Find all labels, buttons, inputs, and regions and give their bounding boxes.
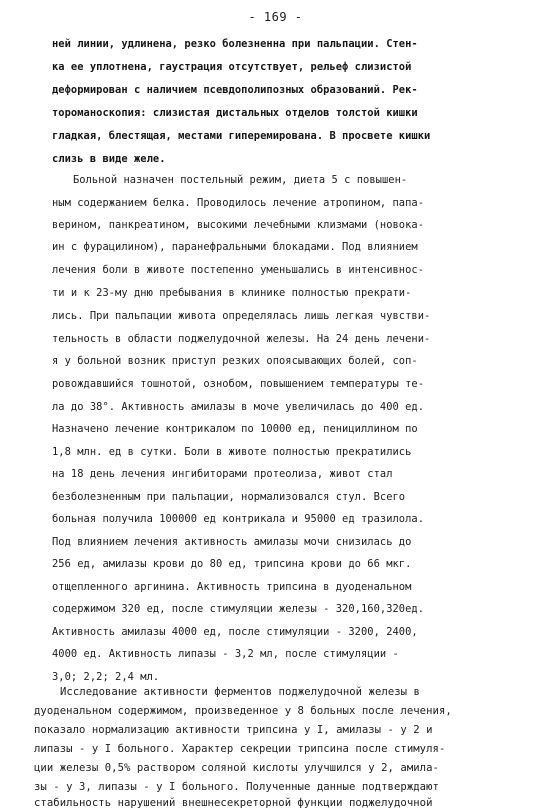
text-line: 256 ед, амилазы крови до 80 ед, трипсина крови до 66 мкг.: [52, 558, 412, 570]
text-line: ным содержанием белка. Проводилось лечение атропином, папа-: [52, 197, 425, 209]
text-line: липазы - у I больного. Характер секреции трипсина после стимуля-: [34, 743, 446, 755]
text-line: отщепленного аргинина. Активность трипсина в дуоденальном: [52, 581, 412, 593]
text-line: дуоденальном содержимом, произведенное у 8 больных после лечения,: [34, 705, 452, 717]
text-line: ции железы 0,5% раствором соляной кислоты улучшился у 2, амила-: [34, 762, 439, 774]
text-line: лечения боли в животе постепенно уменьшались в интенсивнос-: [52, 264, 425, 276]
text-line: стабильность нарушений внешнесекреторной функции поджелудочной: [34, 797, 433, 809]
text-line: деформирован с наличием псевдополипозных образований. Рек-: [52, 84, 418, 96]
text-line: Под влиянием лечения активность амилазы мочи снизилась до: [52, 536, 412, 548]
text-line: тороманоскопия: слизистая дистальных отделов толстой кишки: [52, 107, 418, 119]
text-line: на 18 день лечения ингибиторами протеолиза, живот стал: [52, 468, 393, 480]
text-line: содержимом 320 ед, после стимуляции железы - 320,160,320ед.: [52, 603, 425, 615]
page-number: - 169 -: [248, 10, 303, 24]
text-line: Активность амилазы 4000 ед, после стимуляции - 3200, 2400,: [52, 626, 418, 638]
text-line: 3,0; 2,2; 2,4 мл.: [52, 671, 160, 683]
text-line: больная получила 100000 ед контрикала и 95000 ед тразилола.: [52, 513, 425, 525]
text-line: слизь в виде желе.: [52, 153, 166, 165]
text-line: безболезненным при пальпации, нормализовался стул. Всего: [52, 491, 406, 503]
text-line: ней линии, удлинена, резко болезненна при пальпации. Стен-: [52, 38, 418, 50]
text-line: тельность в области поджелудочной железы. На 24 день лечени-: [52, 333, 431, 345]
text-line: я у больной возник приступ резких опоясывающих болей, соп-: [52, 355, 418, 367]
text-line: показало нормализацию активности трипсина у I, амилазы - у 2 и: [34, 724, 433, 736]
text-line: ла до 38°. Активность амилазы в моче увеличилась до 400 ед.: [52, 401, 425, 413]
text-line: Назначено лечение контрикалом по 10000 ед, пенициллином по: [52, 423, 418, 435]
text-line: ин с фурацилином), паранефральными блокадами. Под влиянием: [52, 241, 418, 253]
text-line: зы - у 3, липазы - у I больного. Полученные данные подтверждают: [34, 781, 439, 793]
text-line: Исследование активности ферментов поджелудочной железы в: [60, 686, 420, 698]
text-line: Больной назначен постельный режим, диета 5 с повышен-: [73, 174, 408, 186]
text-line: ровождавшийся тошнотой, ознобом, повышением температуры те-: [52, 378, 425, 390]
text-line: 4000 ед. Активность липазы - 3,2 мл, после стимуляции -: [52, 648, 399, 660]
text-line: гладкая, блестящая, местами гиперемирована. В просвете кишки: [52, 130, 431, 142]
text-line: ти и к 23-му дню пребывания в клинике полностью прекрати-: [52, 287, 412, 299]
text-line: верином, панкреатином, высокими лечебными клизмами (новока-: [52, 219, 425, 231]
text-line: ка ее уплотнена, гаустрация отсутствует, рельеф слизистой: [52, 61, 412, 73]
text-line: 1,8 млн. ед в сутки. Боли в животе полностью прекратились: [52, 446, 412, 458]
text-line: лись. При пальпации живота определялась лишь легкая чувстви-: [52, 310, 431, 322]
